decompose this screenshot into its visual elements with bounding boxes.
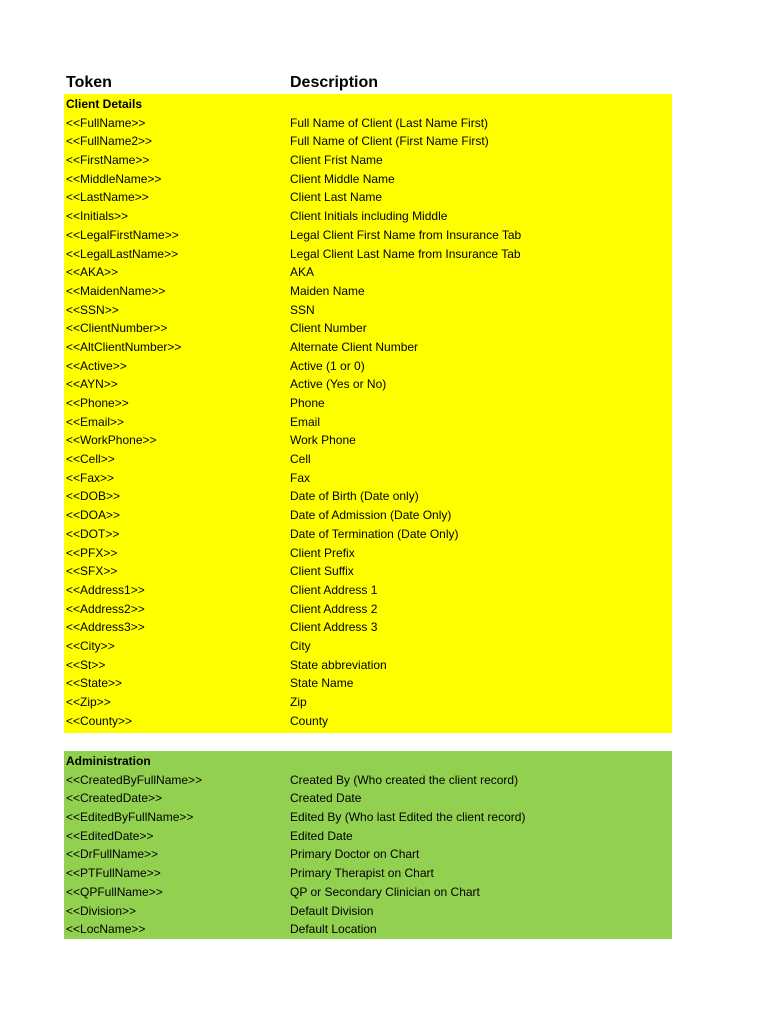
token-cell: <<CreatedDate>> (66, 791, 163, 806)
table-header (66, 72, 672, 93)
token-cell: <<PFX>> (66, 545, 118, 560)
administration-section (64, 751, 672, 939)
description-cell: Phone (290, 396, 325, 410)
table-row (64, 114, 672, 133)
description-cell: Client Address 3 (290, 620, 378, 635)
table-row (64, 301, 672, 320)
token-cell: <<LastName>> (66, 190, 149, 205)
token-cell: <<LegalLastName>> (66, 246, 179, 261)
token-cell: <<QPFullName>> (66, 884, 163, 899)
description-cell: QP or Secondary Clinician on Chart (290, 884, 480, 899)
token-cell: <<DOA>> (66, 508, 121, 523)
table-row (64, 413, 672, 432)
token-cell: <<State>> (66, 676, 123, 691)
description-cell: Maiden Name (290, 283, 365, 298)
table-row (64, 789, 672, 808)
token-cell: <<MiddleName>> (66, 171, 162, 186)
description-cell: City (290, 638, 311, 653)
description-cell: Client Middle Name (290, 171, 395, 186)
token-cell: <<FirstName>> (66, 153, 150, 168)
description-cell: Active (1 or 0) (290, 358, 365, 373)
description-cell: Full Name of Client (First Name First) (290, 134, 489, 149)
table-row (64, 771, 672, 790)
table-row (64, 902, 672, 921)
table-row (64, 883, 672, 902)
description-cell: Default Location (290, 922, 377, 937)
description-cell: Primary Doctor on Chart (290, 847, 420, 862)
table-row (64, 562, 672, 581)
table-row (64, 338, 672, 357)
table-row (64, 656, 672, 675)
token-cell: <<CreatedByFullName>> (66, 772, 203, 787)
table-row (64, 319, 672, 338)
table-row (64, 864, 672, 883)
description-cell: Client Suffix (290, 564, 354, 579)
token-cell: <<Address3>> (66, 620, 145, 635)
token-cell: <<Cell>> (66, 452, 115, 467)
table-row (64, 600, 672, 619)
description-cell: Client Last Name (290, 190, 383, 205)
table-row (64, 170, 672, 189)
section-title: Client Details (66, 97, 143, 111)
description-cell: Work Phone (290, 433, 356, 448)
description-cell: Active (Yes or No) (290, 377, 387, 392)
token-cell: <<ClientNumber>> (66, 321, 168, 336)
table-row (64, 450, 672, 469)
description-cell: Client Prefix (290, 545, 355, 560)
description-cell: Legal Client Last Name from Insurance Tab (290, 246, 521, 261)
description-cell: Client Address 1 (290, 582, 378, 597)
client-rows (64, 114, 672, 731)
table-row (64, 618, 672, 637)
table-row (64, 487, 672, 506)
section-title: Administration (66, 754, 151, 768)
token-cell: <<AYN>> (66, 377, 118, 392)
table-row (64, 207, 672, 226)
description-column-header: Description (290, 74, 379, 91)
token-cell: <<Phone>> (66, 396, 129, 410)
token-cell: <<Address2>> (66, 601, 145, 616)
description-cell: Edited By (Who last Edited the client record) (290, 810, 526, 825)
description-cell: Client Initials including Middle (290, 209, 448, 224)
token-cell: <<LocName>> (66, 922, 146, 937)
description-cell: SSN (290, 302, 315, 317)
table-row (64, 132, 672, 151)
table-row (64, 431, 672, 450)
table-row (64, 808, 672, 827)
token-cell: <<EditedByFullName>> (66, 810, 194, 825)
token-cell: <<Address1>> (66, 582, 145, 597)
table-row (64, 188, 672, 207)
description-cell: Full Name of Client (Last Name First) (290, 115, 489, 130)
token-cell: <<PTFullName>> (66, 866, 161, 881)
description-cell: State Name (290, 676, 354, 691)
token-cell: <<County>> (66, 713, 133, 728)
table-row (64, 151, 672, 170)
token-cell: <<Email>> (66, 414, 125, 429)
token-cell: <<Zip>> (66, 695, 111, 709)
description-cell: Fax (290, 470, 311, 485)
token-cell: <<MaidenName>> (66, 283, 166, 298)
token-cell: <<DrFullName>> (66, 847, 159, 862)
table-row (64, 226, 672, 245)
table-row (64, 827, 672, 846)
table-row (64, 357, 672, 376)
table-row (64, 845, 672, 864)
token-cell: <<SFX>> (66, 564, 118, 579)
token-cell: <<City>> (66, 638, 115, 653)
admin-rows (64, 771, 672, 939)
token-cell: <<Division>> (66, 903, 137, 918)
token-cell: <<SSN>> (66, 302, 119, 317)
table-row (64, 282, 672, 301)
token-column-header: Token (66, 74, 112, 91)
table-row (64, 394, 672, 413)
description-cell: Date of Admission (Date Only) (290, 508, 452, 523)
table-row (64, 544, 672, 563)
description-cell: Date of Birth (Date only) (290, 489, 419, 504)
description-cell: Zip (290, 695, 307, 709)
description-cell: Primary Therapist on Chart (290, 866, 434, 881)
token-cell: <<LegalFirstName>> (66, 227, 179, 242)
token-cell: <<AKA>> (66, 265, 119, 280)
description-cell: County (290, 713, 329, 728)
table-row (64, 506, 672, 525)
description-cell: State abbreviation (290, 657, 387, 672)
token-cell: <<Initials>> (66, 209, 129, 224)
description-cell: Cell (290, 452, 311, 467)
token-cell: <<Fax>> (66, 470, 115, 485)
description-cell: AKA (290, 265, 315, 280)
table-row (64, 674, 672, 693)
token-cell: <<DOB>> (66, 489, 121, 504)
description-cell: Default Division (290, 903, 374, 918)
table-row (64, 469, 672, 488)
table-row (64, 693, 672, 712)
description-cell: Date of Termination (Date Only) (290, 526, 459, 541)
description-cell: Alternate Client Number (290, 339, 419, 354)
description-cell: Legal Client First Name from Insurance Tab (290, 227, 522, 242)
token-cell: <<FullName>> (66, 115, 146, 130)
description-cell: Created By (Who created the client record) (290, 772, 519, 787)
token-cell: <<WorkPhone>> (66, 433, 157, 448)
description-cell: Client Address 2 (290, 601, 378, 616)
description-cell: Edited Date (290, 828, 353, 843)
table-row (64, 637, 672, 656)
token-cell: <<EditedDate>> (66, 828, 154, 843)
description-cell: Created Date (290, 791, 362, 806)
token-cell: <<AltClientNumber>> (66, 339, 182, 354)
description-cell: Client Frist Name (290, 153, 383, 168)
table-row (64, 263, 672, 282)
token-cell: <<Active>> (66, 358, 127, 373)
description-cell: Client Number (290, 321, 367, 336)
table-row (64, 920, 672, 939)
table-row (64, 245, 672, 264)
table-row (64, 525, 672, 544)
table-row (64, 581, 672, 600)
token-cell: <<DOT>> (66, 526, 120, 541)
token-cell: <<St>> (66, 657, 106, 672)
table-row (64, 712, 672, 731)
client-details-section (64, 94, 672, 733)
description-cell: Email (290, 414, 321, 429)
token-cell: <<FullName2>> (66, 134, 153, 149)
table-row (64, 375, 672, 394)
